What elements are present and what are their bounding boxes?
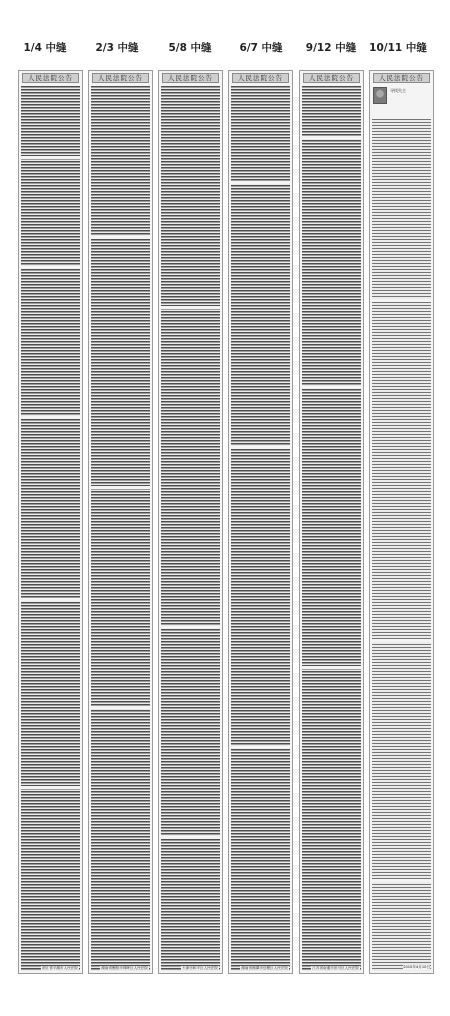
notice-text-block [21,86,80,971]
column-header-6-7: 6/7 中缝 [239,42,283,54]
court-signature: 天津市和平区人民法院 [182,966,218,970]
notice-text-block [231,86,290,971]
notice-text-block [372,119,431,971]
column-title: 人民法院公告 [92,73,149,83]
court-signature: 浙江省平湖市人民法院 [42,966,78,970]
column-title: 人民法院公告 [162,73,219,83]
notice-title: 寻找失主 [390,88,406,93]
notice-text-block [161,86,220,971]
notice-column-6-7 [228,70,293,974]
notice-column-5-8 [158,70,223,974]
column-title: 人民法院公告 [232,73,289,83]
column-header-10-11: 10/11 中缝 [369,42,427,54]
notice-column-1-4 [18,70,83,974]
notice-date: 2010年4月10日 [403,965,430,969]
photo-image [373,87,387,104]
column-headers [0,40,450,60]
notice-text-block [302,86,361,971]
notice-column-9-12 [299,70,364,974]
column-header-5-8: 5/8 中缝 [168,42,212,54]
column-header-1-4: 1/4 中缝 [23,42,67,54]
notice-text-block [91,86,150,971]
column-title: 人民法院公告 [22,73,79,83]
notice-column-10-11 [369,70,434,974]
court-signature: 湖南省衡阳市珠晖区人民法院 [101,966,148,970]
column-header-2-3: 2/3 中缝 [95,42,139,54]
column-header-9-12: 9/12 中缝 [305,42,357,54]
court-signature: 江苏省南通市崇川区人民法院 [312,966,359,970]
notice-column-2-3 [88,70,153,974]
court-signature: 湖南省湘潭市岳塘区人民法院 [241,966,288,970]
column-title: 人民法院公告 [303,73,360,83]
column-title: 人民法院公告 [373,73,430,83]
